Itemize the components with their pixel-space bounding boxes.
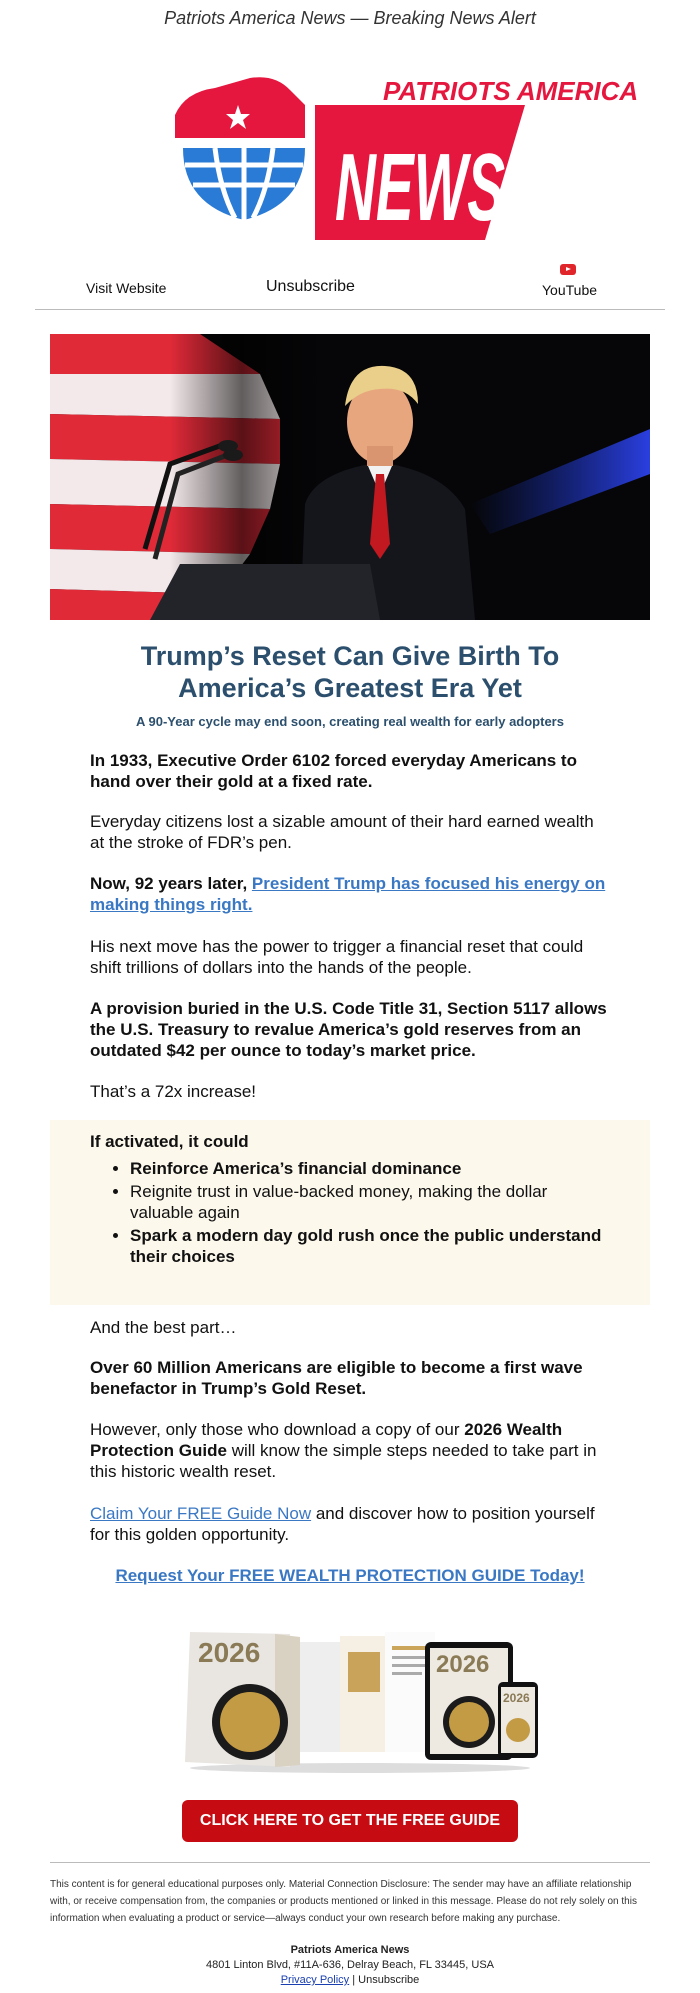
footer-links <box>0 1974 700 1986</box>
paragraph-60-million: Over 60 Million Americans are eligible to become a first wave benefactor in Trump’s Gold Reset. <box>90 1358 583 1398</box>
youtube-link[interactable]: YouTube <box>542 282 598 298</box>
paragraph-92-years-later <box>90 873 610 915</box>
footer-unsubscribe-link[interactable]: Unsubscribe <box>358 1974 420 1986</box>
headline-line-1: Trump’s Reset Can Give Birth To <box>140 641 560 671</box>
claim-guide-rest: and discover how to position yourself for this golden opportunity. <box>90 1504 595 1544</box>
preheader: Patriots America News — Breaking News Alert <box>164 8 536 28</box>
list-item: • Spark a modern day gold rush once the public understand their choices <box>130 1225 610 1267</box>
get-free-guide-button[interactable]: CLICK HERE TO GET THE FREE GUIDE <box>182 1800 518 1842</box>
box-title: If activated, it could <box>90 1132 249 1151</box>
if-activated-box <box>50 1120 650 1305</box>
hero-image-trump-podium[interactable] <box>50 334 650 620</box>
unsubscribe-link[interactable]: Unsubscribe <box>266 278 355 295</box>
footer-company: Patriots America News <box>290 1944 410 1956</box>
cap-shape <box>175 77 305 138</box>
paragraph-best-part: And the best part… <box>90 1318 237 1337</box>
logo-main-text: NEWS <box>335 134 505 241</box>
paragraph-72x-increase: That’s a 72x increase! <box>90 1082 256 1101</box>
guide-text-a: However, only those who download a copy of our <box>90 1420 465 1439</box>
request-guide-cta <box>70 1566 630 1586</box>
header-divider <box>35 309 665 310</box>
paragraph-download-guide <box>90 1419 610 1482</box>
header-nav <box>0 258 700 298</box>
list-item: • Reignite trust in value-backed money, making the dollar valuable again <box>130 1181 610 1223</box>
article-headline <box>70 640 630 704</box>
logo-top-text: PATRIOTS AMERICA <box>383 76 639 106</box>
footer-address: 4801 Linton Blvd, #11A-636, Delray Beach, FL 33445, USA <box>205 1959 494 1971</box>
guide-booklet <box>185 1632 300 1767</box>
patriots-america-news-logo[interactable] <box>175 70 639 245</box>
privacy-policy-link[interactable]: Privacy Policy <box>280 1974 350 1986</box>
list-item: • Reinforce America’s financial dominance <box>130 1158 610 1179</box>
paragraph-financial-reset: His next move has the power to trigger a financial reset that could shift trillions of dollars into the hands of the people. <box>90 937 584 977</box>
paragraph-claim-guide <box>90 1503 610 1545</box>
phone-year: 2026 <box>503 1691 530 1705</box>
footer-separator: | <box>349 1974 359 1986</box>
article-subhead: A 90-Year cycle may end soon, creating real wealth for early adopters <box>136 714 564 729</box>
footer-divider <box>50 1862 650 1863</box>
trump-focused-link[interactable]: President Trump has focused his energy on making things right. <box>90 874 606 914</box>
guide-pages <box>300 1632 435 1752</box>
booklet-year: 2026 <box>198 1637 261 1668</box>
guide-text-c: will know the simple steps needed to take part in this historic wealth reset. <box>90 1441 597 1481</box>
paragraph-code-title-31: A provision buried in the U.S. Code Title 31, Section 5117 allows the U.S. Treasury to revalue America’s gold reserves from an outdated $42 per ounce to today’s market price. <box>90 999 607 1060</box>
guide-phone <box>498 1682 538 1758</box>
request-guide-link[interactable]: Request Your FREE WEALTH PROTECTION GUIDE Today! <box>115 1566 585 1585</box>
headline-line-2: America’s Greatest Era Yet <box>178 673 522 703</box>
paragraph-lead-text: Now, 92 years later, <box>90 874 252 893</box>
wealth-guide-product-image[interactable] <box>180 1622 540 1774</box>
claim-guide-link[interactable]: Claim Your FREE Guide Now <box>90 1504 312 1523</box>
benefits-list <box>90 1158 610 1269</box>
guide-name: 2026 Wealth Protection Guide <box>90 1420 563 1460</box>
paragraph-citizens-lost: Everyday citizens lost a sizable amount of their hard earned wealth at the stroke of FDR’s pen. <box>90 812 594 852</box>
tablet-year: 2026 <box>436 1651 490 1678</box>
visit-website-link[interactable]: Visit Website <box>86 280 167 296</box>
paragraph-executive-order: In 1933, Executive Order 6102 forced everyday Americans to hand over their gold at a fixed rate. <box>90 751 577 791</box>
youtube-icon[interactable] <box>560 264 576 275</box>
disclaimer-text: This content is for general educational purposes only. Material Connection Disclosure: The sender may have an affiliate relationship with, or receive compensation from, the companies or products mentioned or linked in this message. Please do not rely solely on this information when evaluating a product or service—always conduct your own research before making any purchase. <box>50 1879 637 1924</box>
